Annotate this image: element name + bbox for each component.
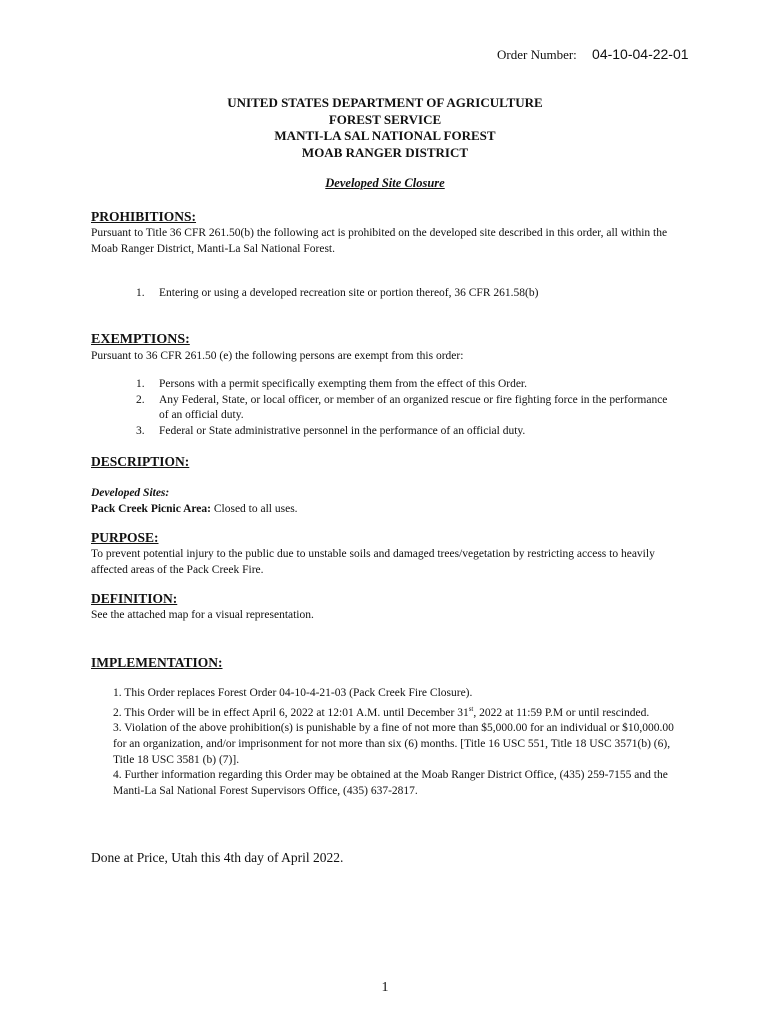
header-line-2: FOREST SERVICE [328,111,442,127]
list-item: 2. Any Federal, State, or local officer, or member of an organized rescue or fire fighting force in the performance of an official duty. [136,393,668,421]
header-line-4: MOAB RANGER DISTRICT [301,144,469,160]
description-section [91,454,676,517]
exemptions-section [91,332,676,439]
exemptions-list [91,377,676,439]
list-item: 3. Violation of the above prohibition(s) is punishable by a fine of not more than $5,000.00 for an individual or $10,000.00 for an organization, and/or imprisonment for not more than six (6) months. [Title 16 USC 551, Title 18 USC 3571(b) (6), Title 18 USC 3581 (b) (7)]. [113,722,674,766]
signature-line: Done at Price, Utah this 4th day of April 2022. [91,850,344,865]
order-number [497,46,689,63]
definition-text: See the attached map for a visual representation. [91,609,314,621]
list-item: 1. Persons with a permit specifically exempting them from the effect of this Order. [136,378,528,390]
definition-section [91,591,676,623]
list-item: 2. This Order will be in effect April 6, 2022 at 12:01 A.M. until December 31st, 2022 at 11:59 P.M or until rescinded. [113,704,650,719]
exemptions-heading: EXEMPTIONS: [91,332,190,347]
list-item: 3. Federal or State administrative personnel in the performance of an official duty. [136,424,526,437]
page-number: 1 [381,980,389,995]
purpose-text: To prevent potential injury to the public due to unstable soils and damaged trees/vegetation by restricting access to heavily affected areas of the Pack Creek Fire. [91,548,655,576]
header-line-1: UNITED STATES DEPARTMENT OF AGRICULTURE [227,95,543,110]
site-status: Closed to all uses. [213,503,298,515]
prohibitions-section [91,209,676,302]
agency-header [0,95,770,161]
prohibitions-intro: Pursuant to Title 36 CFR 261.50(b) the following act is prohibited on the developed site described in this order, all within the Moab Ranger District, Manti-La Sal National Forest. [91,227,668,255]
list-item: 4. Further information regarding this Order may be obtained at the Moab Ranger District Office, (435) 259-7155 and the Manti-La Sal National Forest Supervisors Office, (435) 637-2817. [113,769,668,798]
implementation-list [91,686,676,800]
implementation-section [91,655,676,800]
document-subtitle: Developed Site Closure [325,176,445,190]
developed-sites-label: Developed Sites: [91,487,170,499]
order-number-label: Order Number: [497,47,577,62]
site-entry [91,501,676,517]
list-item: 1. This Order replaces Forest Order 04-10-4-21-03 (Pack Creek Fire Closure). [113,687,473,699]
prohibitions-heading: PROHIBITIONS: [91,209,197,224]
header-line-3: MANTI-LA SAL NATIONAL FOREST [274,128,496,143]
definition-heading: DEFINITION: [91,591,178,606]
implementation-heading: IMPLEMENTATION: [91,655,223,670]
purpose-heading: PURPOSE: [91,530,159,545]
order-number-value: 04-10-04-22-01 [592,46,689,62]
purpose-section [91,530,676,578]
exemptions-intro: Pursuant to 36 CFR 261.50 (e) the following persons are exempt from this order: [91,350,464,362]
prohibitions-list [91,286,676,302]
site-name: Pack Creek Picnic Area: [91,503,211,515]
description-heading: DESCRIPTION: [91,454,190,469]
list-item: 1. Entering or using a developed recreation site or portion thereof, 36 CFR 261.58(b) [136,287,539,299]
